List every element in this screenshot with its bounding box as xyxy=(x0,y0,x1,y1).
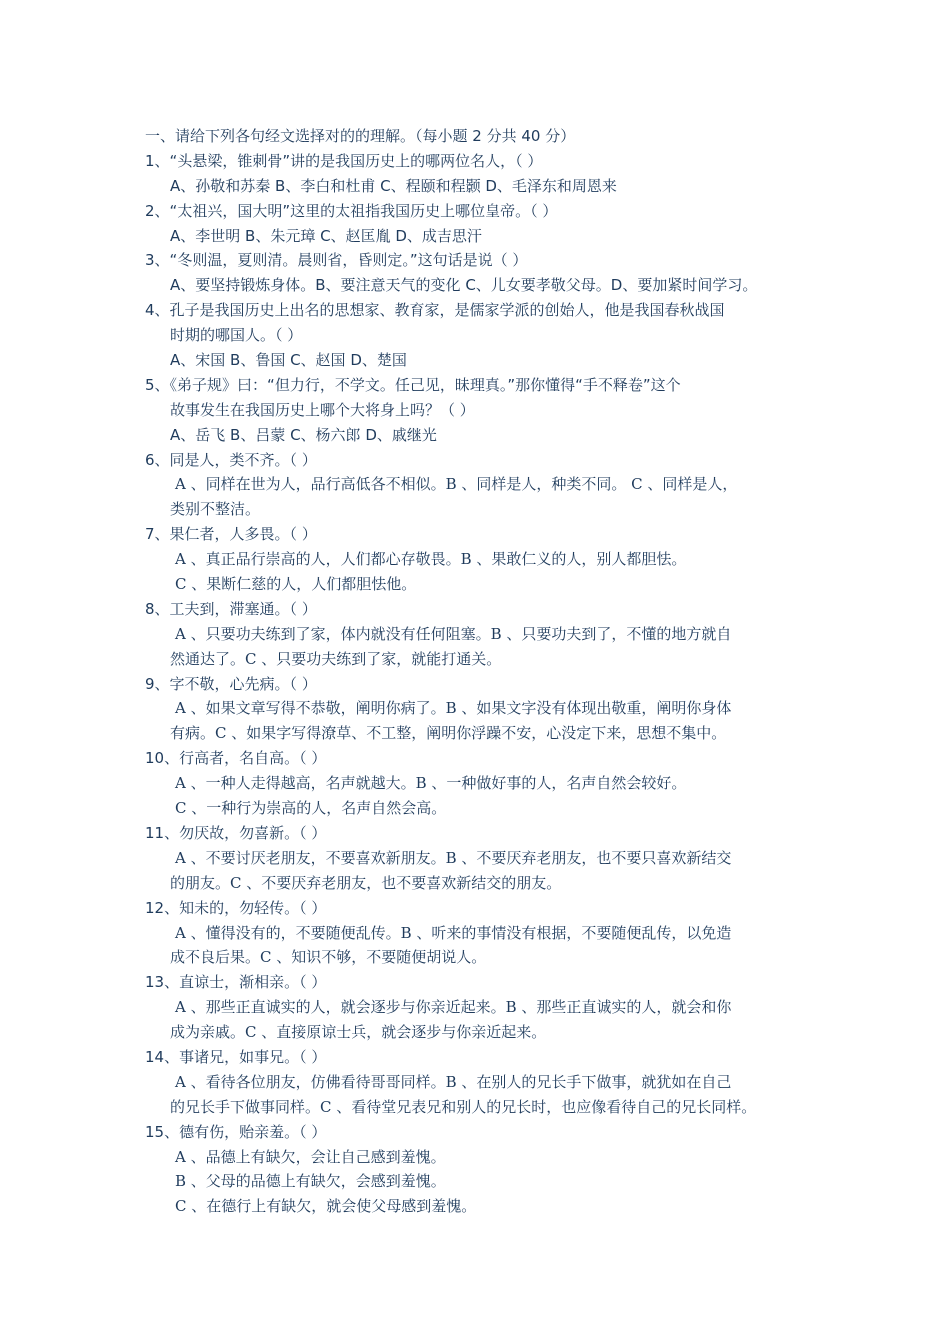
answer-options: A、要坚持锻炼身体。B、要注意天气的变化 C、儿女要孝敬父母。D、要加紧时间学习。 xyxy=(170,276,758,295)
question-stem: 2、“太祖兴，国大明”这里的太祖指我国历史上哪位皇帝。（ ） xyxy=(145,201,558,220)
question-continuation: 成为亲戚。C 、直接原谅士兵，就会逐步与你亲近起来。 xyxy=(170,1023,547,1042)
answer-options: A 、懂得没有的，不要随便乱传。B 、听来的事情没有根据，不要随便乱传，以免造 xyxy=(175,923,732,942)
question-continuation: 的兄长手下做事同样。C 、看待堂兄表兄和别人的兄长时，也应像看待自己的兄长同样。 xyxy=(170,1097,757,1116)
question-stem: 13、直谅士，渐相亲。（ ） xyxy=(145,973,327,992)
answer-options: A 、同样在世为人，品行高低各不相似。B 、同样是人，种类不同。 C 、同样是人， xyxy=(175,475,738,494)
question-stem: 7、果仁者，人多畏。（ ） xyxy=(145,525,317,544)
answer-options: B 、父母的品德上有缺欠，会感到羞愧。 xyxy=(175,1172,446,1191)
answer-options: A 、只要功夫练到了家，体内就没有任何阻塞。B 、只要功夫到了，不懂的地方就自 xyxy=(175,624,732,643)
answer-options: A 、如果文章写得不恭敬，阐明你病了。B 、如果文字没有体现出敬重，阐明你身体 xyxy=(175,699,732,718)
question-continuation: 的朋友。C 、不要厌弃老朋友，也不要喜欢新结交的朋友。 xyxy=(170,873,562,892)
question-stem: 6、同是人，类不齐。（ ） xyxy=(145,450,317,469)
question-stem: 4、孔子是我国历史上出名的思想家、教育家，是儒家学派的创始人，他是我国春秋战国 xyxy=(145,301,725,320)
question-stem: 11、勿厌故，勿喜新。（ ） xyxy=(145,823,327,842)
answer-options: A、李世明 B、朱元璋 C、赵匡胤 D、成吉思汗 xyxy=(170,226,482,245)
question-continuation: 类别不整洁。 xyxy=(170,500,261,519)
answer-options: C 、果断仁慈的人，人们都胆怯他。 xyxy=(175,575,417,594)
answer-options: A、宋国 B、鲁国 C、赵国 D、楚国 xyxy=(170,351,407,370)
question-stem: 1、“头悬梁，锥刺骨”讲的是我国历史上的哪两位名人，（ ） xyxy=(145,151,543,170)
section-heading: 一、请给下列各句经文选择对的的理解。（每小题 2 分共 40 分） xyxy=(145,127,576,145)
question-stem: 15、德有伤，贻亲羞。（ ） xyxy=(145,1122,327,1141)
answer-options: A 、一种人走得越高，名声就越大。B 、一种做好事的人，名声自然会较好。 xyxy=(175,774,687,793)
question-stem: 14、事诸兄，如事兄。（ ） xyxy=(145,1047,327,1066)
question-continuation: 然通达了。C 、只要功夫练到了家，就能打通关。 xyxy=(170,649,502,668)
question-continuation: 故事发生在我国历史上哪个大将身上吗？（ ） xyxy=(170,400,475,419)
question-continuation: 时期的哪国人。（ ） xyxy=(170,326,303,345)
answer-options: A、孙敬和苏秦 B、李白和杜甫 C、程颐和程颢 D、毛泽东和周恩来 xyxy=(170,176,617,195)
question-continuation: 成不良后果。C 、知识不够，不要随便胡说人。 xyxy=(170,948,487,967)
answer-options: A 、那些正直诚实的人，就会逐步与你亲近起来。B 、那些正直诚实的人，就会和你 xyxy=(175,998,732,1017)
quiz-content xyxy=(145,124,835,1219)
answer-options: A 、看待各位朋友，仿佛看待哥哥同样。B 、在别人的兄长手下做事，就犹如在自己 xyxy=(175,1072,732,1091)
answer-options: A 、品德上有缺欠，会让自己感到羞愧。 xyxy=(175,1147,446,1166)
question-continuation: 有病。C 、如果字写得潦草、不工整，阐明你浮躁不安，心没定下来，思想不集中。 xyxy=(170,724,727,743)
question-stem: 12、知未的，勿轻传。（ ） xyxy=(145,898,327,917)
answer-options: C 、一种行为崇高的人，名声自然会高。 xyxy=(175,799,447,818)
answer-options: A 、不要讨厌老朋友，不要喜欢新朋友。B 、不要厌弃老朋友，也不要只喜欢新结交 xyxy=(175,848,732,867)
answer-options: C 、在德行上有缺欠，就会使父母感到羞愧。 xyxy=(175,1197,477,1216)
question-list xyxy=(145,149,835,1219)
question-stem: 8、工夫到，滞塞通。（ ） xyxy=(145,599,317,618)
answer-options: A、岳飞 B、吕蒙 C、杨六郎 D、戚继光 xyxy=(170,425,437,444)
answer-options: A 、真正品行崇高的人，人们都心存敬畏。B 、果敢仁义的人，别人都胆怯。 xyxy=(175,550,687,569)
question-stem: 9、字不敬，心先病。（ ） xyxy=(145,674,317,693)
question-stem: 10、行高者，名自高。（ ） xyxy=(145,749,327,768)
question-stem: 3、“冬则温，夏则清。晨则省，昏则定。”这句话是说（ ） xyxy=(145,251,528,270)
question-stem: 5、《弟子规》曰：“但力行，不学文。任己见，昧理真。”那你懂得“手不释卷”这个 xyxy=(145,375,681,394)
